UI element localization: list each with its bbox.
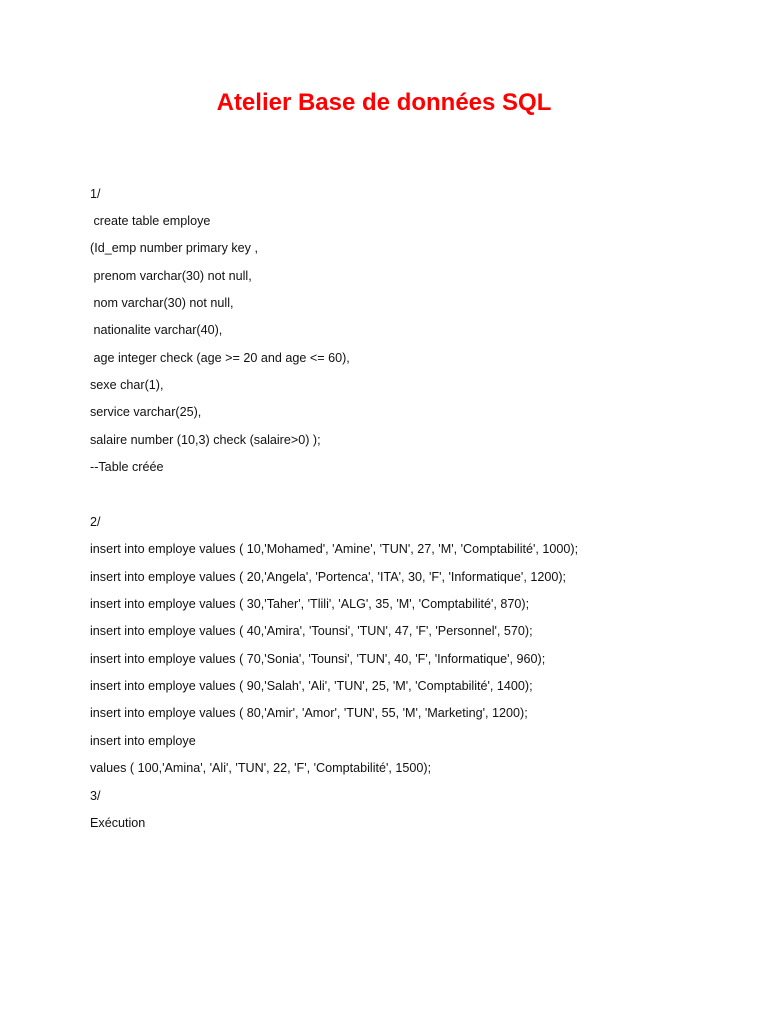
code-line: create table employe: [90, 214, 211, 228]
document-title: Atelier Base de données SQL: [216, 89, 552, 116]
code-line: (Id_emp number primary key ,: [90, 241, 258, 255]
insert-statement: insert into employe values ( 10,'Mohamed', 'Amine', 'TUN', 27, 'M', 'Comptabilité', 1000);: [90, 542, 579, 556]
insert-statement: insert into employe values ( 70,'Sonia', 'Tounsi', 'TUN', 40, 'F', 'Informatique', 960);: [90, 652, 546, 666]
code-comment: --Table créée: [90, 460, 164, 474]
section-3-text: Exécution: [90, 816, 146, 830]
code-line: nom varchar(30) not null,: [90, 296, 234, 310]
insert-statement: insert into employe values ( 40,'Amira', 'Tounsi', 'TUN', 47, 'F', 'Personnel', 570);: [90, 624, 533, 638]
insert-statement: insert into employe values ( 90,'Salah', 'Ali', 'TUN', 25, 'M', 'Comptabilité', 1400);: [90, 679, 533, 693]
section-3-heading: 3/: [90, 789, 101, 803]
insert-statement: insert into employe values ( 20,'Angela', 'Portenca', 'ITA', 30, 'F', 'Informatique', 1200);: [90, 570, 567, 584]
insert-statement: insert into employe: [90, 734, 196, 748]
section-1-heading: 1/: [90, 187, 101, 201]
code-line: sexe char(1),: [90, 378, 164, 392]
insert-statement: insert into employe values ( 80,'Amir', 'Amor', 'TUN', 55, 'M', 'Marketing', 1200);: [90, 706, 528, 720]
code-line: nationalite varchar(40),: [90, 323, 223, 337]
section-2-heading: 2/: [90, 515, 101, 529]
insert-statement: insert into employe values ( 30,'Taher', 'Tlili', 'ALG', 35, 'M', 'Comptabilité', 870);: [90, 597, 530, 611]
code-line: salaire number (10,3) check (salaire>0) );: [90, 433, 321, 447]
code-line: age integer check (age >= 20 and age <= 60),: [90, 351, 350, 365]
code-line: service varchar(25),: [90, 405, 202, 419]
code-line: prenom varchar(30) not null,: [90, 269, 252, 283]
insert-statement: values ( 100,'Amina', 'Ali', 'TUN', 22, 'F', 'Comptabilité', 1500);: [90, 761, 432, 775]
